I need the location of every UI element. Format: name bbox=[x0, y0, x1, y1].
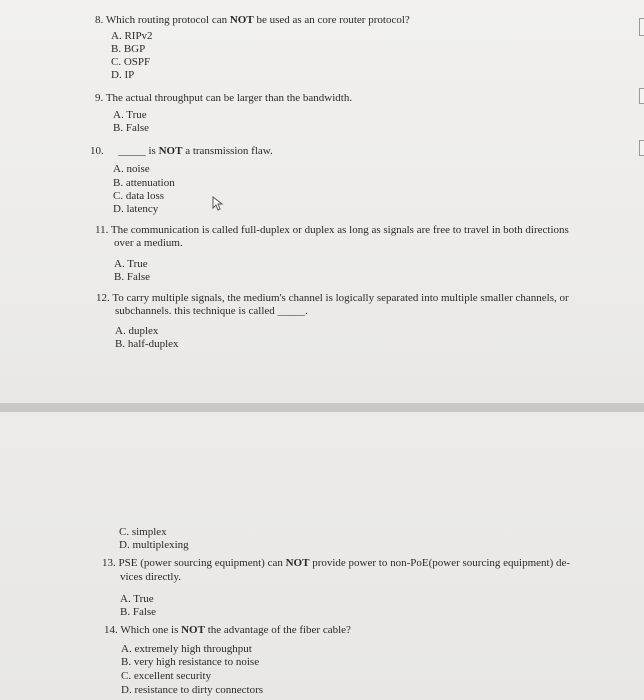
option-14c[interactable]: C. excellent security bbox=[121, 670, 212, 682]
question-8 bbox=[95, 14, 410, 27]
question-emphasis: NOT bbox=[158, 145, 183, 157]
question-text: is bbox=[145, 145, 159, 157]
option-9a[interactable]: A. True bbox=[113, 109, 147, 121]
question-text: be used as an core router protocol? bbox=[253, 14, 410, 26]
option-8c[interactable]: C. OSPF bbox=[111, 56, 151, 68]
page-bottom bbox=[0, 412, 644, 700]
option-8b[interactable]: B. BGP bbox=[111, 43, 146, 55]
answer-blank: _____ bbox=[118, 145, 146, 157]
option-8d[interactable]: D. IP bbox=[111, 69, 135, 81]
option-11b[interactable]: B. False bbox=[114, 271, 151, 283]
question-text: the advantage of the fiber cable? bbox=[204, 624, 351, 636]
option-10c[interactable]: C. data loss bbox=[113, 190, 165, 202]
question-13-continued: vices directly. bbox=[120, 571, 181, 583]
option-10b[interactable]: B. attenuation bbox=[113, 177, 175, 189]
question-text: Which routing protocol can bbox=[105, 14, 230, 26]
option-13b[interactable]: B. False bbox=[120, 606, 157, 618]
question-11-continued: over a medium. bbox=[114, 237, 183, 249]
option-9b[interactable]: B. False bbox=[113, 122, 150, 134]
question-text: Which one is bbox=[120, 624, 182, 636]
question-text: PSE (power sourcing equipment) can bbox=[118, 557, 286, 569]
question-text: To carry multiple signals, the medium's channel is logically separated into multiple smaller channels, or bbox=[112, 292, 569, 304]
question-9 bbox=[95, 92, 352, 105]
question-text: The communication is called full-duplex or duplex as long as signals are free to travel in both directions bbox=[110, 224, 569, 236]
answer-box-q10[interactable] bbox=[639, 140, 644, 156]
answer-box-q9[interactable] bbox=[639, 88, 644, 104]
question-12 bbox=[96, 292, 569, 305]
question-number: 13. bbox=[102, 557, 116, 569]
option-12b[interactable]: B. half-duplex bbox=[115, 338, 179, 350]
question-text: provide power to non-PoE(power sourcing equipment) de- bbox=[309, 557, 571, 569]
question-14 bbox=[104, 624, 351, 637]
option-14b[interactable]: B. very high resistance to noise bbox=[121, 656, 260, 668]
question-13 bbox=[102, 557, 570, 570]
question-number: 9. bbox=[95, 92, 104, 104]
option-8a[interactable]: A. RIPv2 bbox=[111, 30, 153, 42]
pointer-cursor-icon bbox=[212, 196, 226, 212]
question-text: a transmission flaw. bbox=[182, 145, 273, 157]
question-number: 11. bbox=[95, 224, 109, 236]
question-11 bbox=[95, 224, 569, 237]
question-emphasis: NOT bbox=[181, 624, 205, 636]
option-12d[interactable]: D. multiplexing bbox=[119, 539, 189, 551]
option-11a[interactable]: A. True bbox=[114, 258, 148, 270]
option-14a[interactable]: A. extremely high throughput bbox=[121, 643, 252, 655]
page-separator bbox=[0, 403, 644, 412]
option-12c[interactable]: C. simplex bbox=[119, 526, 167, 538]
option-10d[interactable]: D. latency bbox=[113, 203, 159, 215]
option-12a[interactable]: A. duplex bbox=[115, 325, 159, 337]
question-number: 12. bbox=[96, 292, 110, 304]
question-number: 8. bbox=[95, 14, 104, 26]
question-10 bbox=[90, 145, 273, 158]
question-12-continued: subchannels. this technique is called _____. bbox=[115, 305, 308, 317]
question-emphasis: NOT bbox=[229, 14, 254, 26]
option-13a[interactable]: A. True bbox=[120, 593, 154, 605]
answer-box-q8[interactable] bbox=[639, 18, 644, 36]
option-10a[interactable]: A. noise bbox=[113, 163, 150, 175]
option-14d[interactable]: D. resistance to dirty connectors bbox=[121, 684, 264, 696]
question-text: The actual throughput can be larger than the bandwidth. bbox=[105, 92, 353, 104]
question-number: 14. bbox=[104, 624, 118, 636]
question-number: 10. bbox=[90, 145, 104, 157]
question-emphasis: NOT bbox=[285, 557, 310, 569]
